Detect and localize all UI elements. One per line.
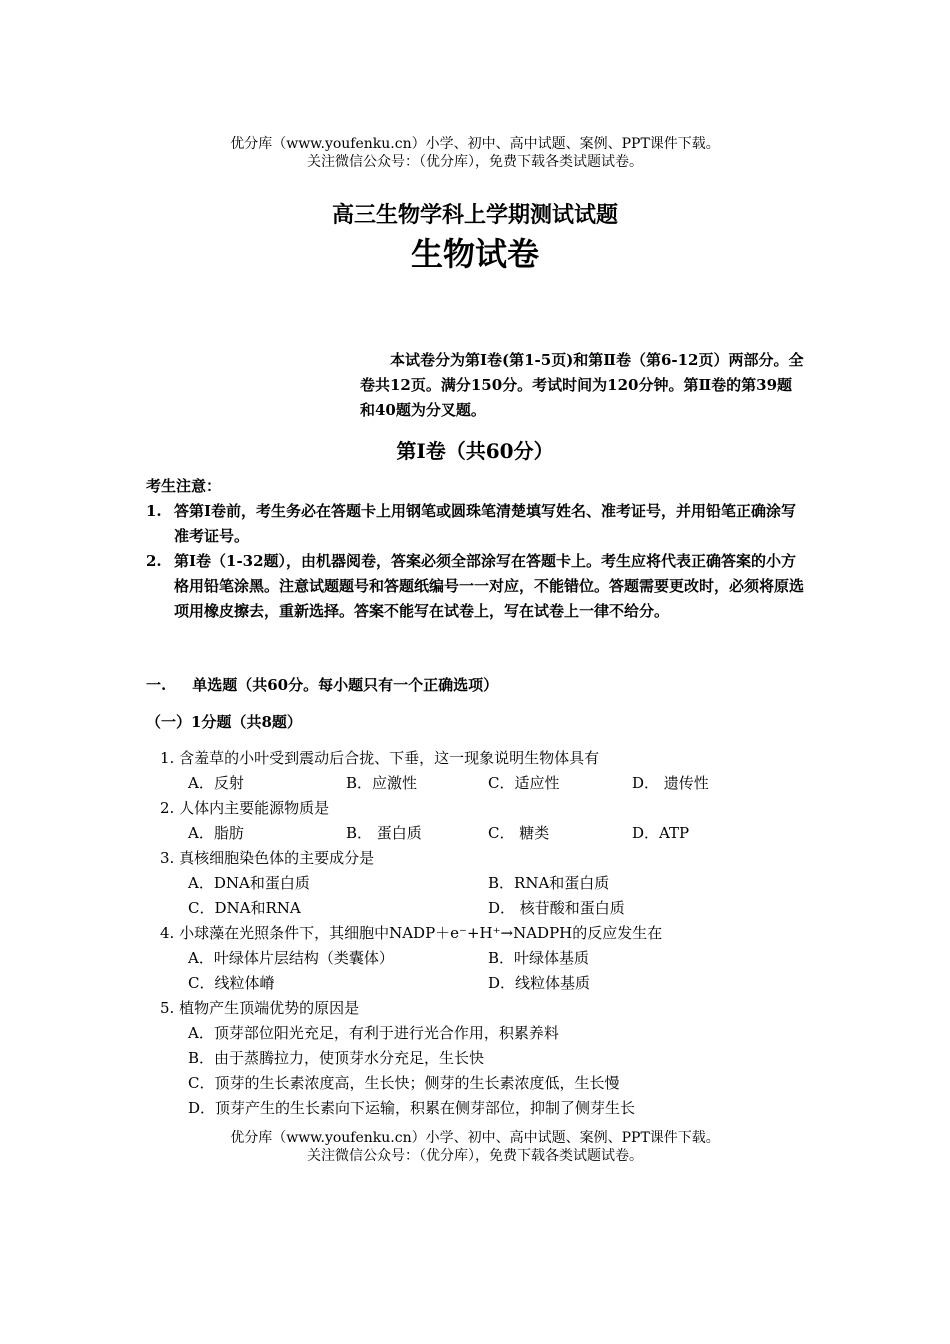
option: A．顶芽部位阳光充足，有利于进行光合作用，积累养料: [188, 1024, 559, 1042]
notice-block: [146, 474, 806, 624]
option: A．反射: [188, 774, 244, 792]
option: B．由于蒸腾拉力，使顶芽水分充足，生长快: [188, 1049, 485, 1067]
notice-heading: 考生注意：: [146, 477, 222, 495]
option: A．DNA和蛋白质: [188, 874, 310, 892]
option-row: [160, 871, 820, 896]
exam-title: 高三生物学科上学期测试试题: [331, 203, 618, 228]
notice-number: 1.: [146, 502, 162, 520]
option-row: [160, 1071, 820, 1096]
option: C．DNA和RNA: [188, 899, 301, 917]
option: B．叶绿体基质: [488, 949, 590, 967]
watermark-line1: 优分库（www.youfenku.cn）小学、初中、高中试题、案例、PPT课件下载。: [230, 1130, 720, 1146]
option-row: [160, 946, 820, 971]
option: C． 糖类: [488, 824, 550, 842]
option-row: [160, 771, 820, 796]
exam-intro: [360, 348, 806, 423]
option: D．线粒体基质: [488, 974, 591, 992]
option-row: [160, 1021, 820, 1046]
section-title: 第Ⅰ卷（共60分）: [396, 439, 554, 463]
watermark-bottom: [0, 1129, 950, 1165]
question-stem: 1. 含羞草的小叶受到震动后合拢、下垂，这一现象说明生物体具有: [160, 749, 600, 767]
intro-text: 本试卷分为第Ⅰ卷(第1-5页)和第Ⅱ卷（第6-12页）两部分。全卷共12页。满分150分。考试时间为120分钟。第Ⅱ卷的第39题和40题为分叉题。: [360, 351, 804, 419]
option: B． 蛋白质: [346, 824, 422, 842]
part-number: 一.: [146, 676, 167, 694]
option: C．适应性: [488, 774, 560, 792]
watermark-line2: 关注微信公众号：（优分库），免费下载各类试题试卷。: [307, 1148, 643, 1164]
exam-subtitle: 生物试卷: [410, 235, 539, 273]
notice-item: [146, 499, 806, 549]
notice-text: 第Ⅰ卷（1-32题），由机器阅卷，答案必须全部涂写在答题卡上。考生应将代表正确答案的小方格用铅笔涂黑。注意试题题号和答题纸编号一一对应，不能错位。答题需要更改时，必须将原选项用橡皮擦去，重新选择。答案不能写在试卷上，写在试卷上一律不给分。: [174, 552, 805, 620]
option: D． 核苷酸和蛋白质: [488, 899, 625, 917]
question-list: [160, 746, 820, 1121]
notice-number: 2.: [146, 552, 162, 570]
option: C．线粒体嵴: [188, 974, 275, 992]
option: C．顶芽的生长素浓度高，生长快；侧芽的生长素浓度低，生长慢: [188, 1074, 620, 1092]
part-heading: [146, 674, 498, 695]
option: B．应激性: [346, 774, 418, 792]
option: D．ATP: [632, 824, 690, 842]
watermark-line2: 关注微信公众号：（优分库），免费下载各类试题试卷。: [307, 154, 643, 170]
option-row: [160, 821, 820, 846]
watermark-top: [0, 135, 950, 171]
question-stem: 3. 真核细胞染色体的主要成分是: [160, 849, 375, 867]
subsection-heading: （一）1分题（共8题）: [146, 713, 302, 731]
question-stem: 5. 植物产生顶端优势的原因是: [160, 999, 360, 1017]
watermark-line1: 优分库（www.youfenku.cn）小学、初中、高中试题、案例、PPT课件下载。: [230, 136, 720, 152]
option: D．顶芽产生的生长素向下运输，积累在侧芽部位，抑制了侧芽生长: [188, 1099, 636, 1117]
question-stem: 4. 小球藻在光照条件下，其细胞中NADP＋e⁻+H⁺→NADPH的反应发生在: [160, 924, 663, 942]
notice-item: [146, 549, 806, 624]
option: A．脂肪: [188, 824, 244, 842]
option-row: [160, 971, 820, 996]
question-stem: 2. 人体内主要能源物质是: [160, 799, 330, 817]
notice-text: 答第Ⅰ卷前，考生务必在答题卡上用钢笔或圆珠笔清楚填写姓名、准考证号，并用铅笔正确涂写准考证号。: [174, 502, 797, 545]
option: B．RNA和蛋白质: [488, 874, 610, 892]
option-row: [160, 1046, 820, 1071]
part-label: 单选题（共60分。每小题只有一个正确选项）: [192, 676, 499, 694]
option: A．叶绿体片层结构（类囊体）: [188, 949, 394, 967]
option-row: [160, 1096, 820, 1121]
option: D． 遗传性: [632, 774, 709, 792]
option-row: [160, 896, 820, 921]
